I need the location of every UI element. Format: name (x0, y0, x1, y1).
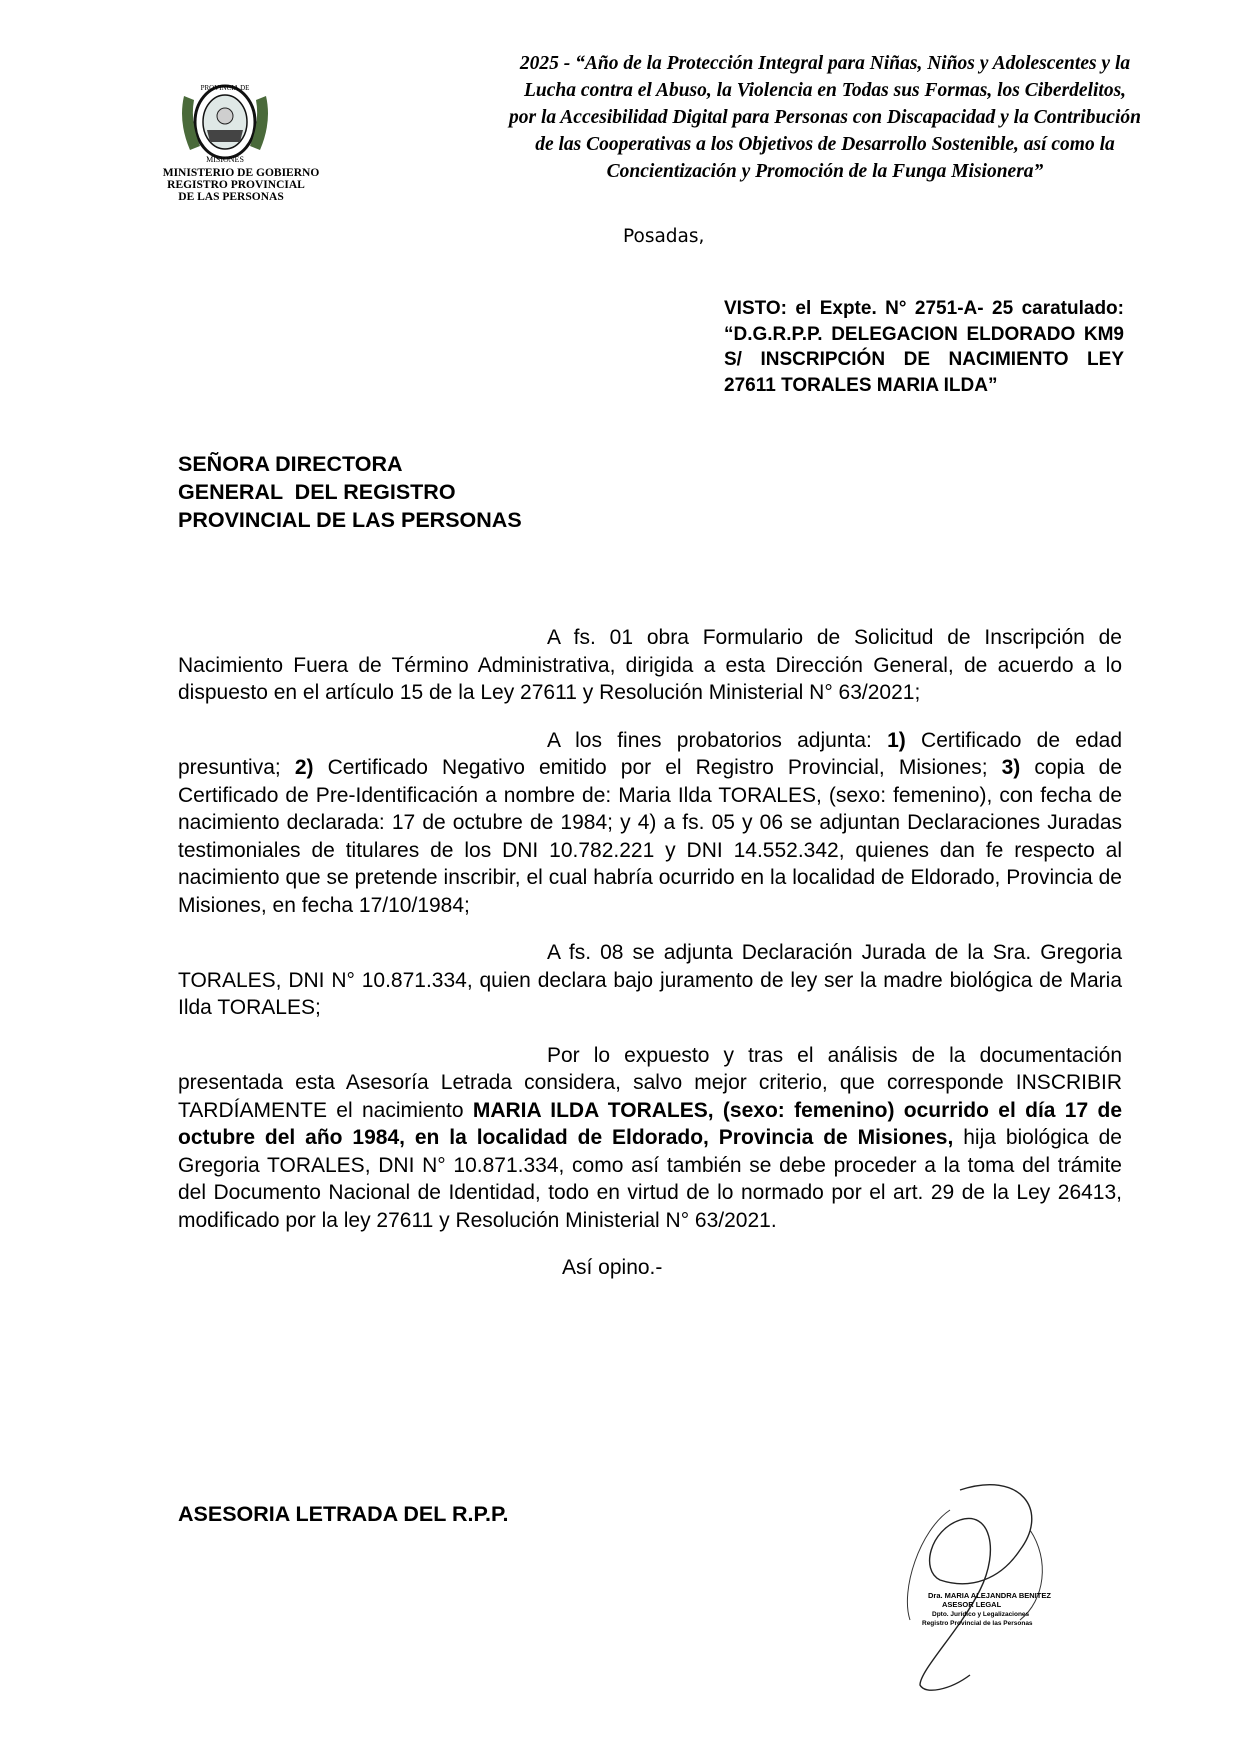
paragraph-3: A fs. 08 se adjunta Declaración Jurada de la Sra. Gregoria TORALES, DNI N° 10.871.334, quien declara bajo juramento de ley ser la madre biológica de Maria Ilda TORALES; (178, 941, 1122, 1019)
closing-text: Así opino.- (562, 1256, 663, 1279)
svg-text:Registro Provincial de las Per: Registro Provincial de las Personas (922, 1620, 1033, 1627)
svg-text:PROVINCIA DE: PROVINCIA DE (200, 84, 250, 92)
ministry-header (146, 167, 336, 203)
paragraph-4: Por lo expuesto y tras el análisis de la documentación presentada esta Asesoría Letrada considera, salvo mejor criterio, que corresponde INSCRIBIR TARDÍAMENTE el nacimiento MARIA ILDA TORALES, (sexo: femenino) ocurrido el día 17 de octubre del año 1984, en la localidad de Eldorado, Provincia de Misiones, hija biológica de Gregoria TORALES, DNI N° 10.871.334, como así también se debe proceder a la toma del trámite del Documento Nacional de Identidad, todo en virtud de lo normado por el art. 29 de la Ley 26413, modificado por la ley 27611 y Resolución Ministerial N° 63/2021. (178, 1043, 1122, 1232)
ministry-line: DE LAS PERSONAS (178, 191, 284, 203)
svg-text:Dra. MARIA ALEJANDRA BENITEZ: Dra. MARIA ALEJANDRA BENITEZ (928, 1591, 1051, 1600)
addressee-line: PROVINCIAL DE LAS PERSONAS (178, 508, 522, 532)
svg-text:MISIONES: MISIONES (206, 155, 244, 164)
svg-text:Dpto. Jurídico y Legalizacione: Dpto. Jurídico y Legalizaciones (932, 1611, 1030, 1618)
year-motto-line: Concientización y Promoción de la Funga Misionera” (606, 161, 1044, 182)
addressee (178, 450, 522, 534)
visto-block: VISTO: el Expte. N° 2751-A- 25 caratulado: “D.G.R.P.P. DELEGACION ELDORADO KM9 S/ INSCRIPCIÓN DE NACIMIENTO LEY 27611 TORALES MARIA ILDA” (724, 298, 1124, 396)
paragraph-2: A los fines probatorios adjunta: 1) Certificado de edad presuntiva; 2) Certificado Negativo emitido por el Registro Provincial, Misiones; 3) copia de Certificado de Pre-Identificación a nombre de: Maria Ilda TORALES, (sexo: femenino), con fecha de nacimiento declarada: 17 de octubre de 1984; y 4) a fs. 05 y 06 se adjuntan Declaraciones Juradas testimoniales de titulares de los DNI 10.782.221 y DNI 14.552.342, quienes dan fe respecto al nacimiento que se pretende inscribir, el cual habría ocurrido en la localidad de Eldorado, Provincia de Misiones, en fecha 17/10/1984; (178, 728, 1123, 917)
year-motto-line: 2025 - “Año de la Protección Integral para Niñas, Niños y Adolescentes y la (519, 53, 1131, 74)
year-motto (470, 50, 1180, 185)
svg-text:ASESOR LEGAL: ASESOR LEGAL (942, 1600, 1002, 1609)
ministry-line: MINISTERIO DE GOBIERNO (162, 167, 320, 179)
year-motto-line: de las Cooperativas a los Objetivos de Desarrollo Sostenible, así como la (535, 134, 1115, 155)
place-date: Posadas, (623, 226, 705, 247)
paragraph-1: A fs. 01 obra Formulario de Solicitud de Inscripción de Nacimiento Fuera de Término Administrativa, dirigida a esta Dirección General, de acuerdo a lo dispuesto en el artículo 15 de la Ley 27611 y Resolución Ministerial N° 63/2021; (178, 626, 1122, 704)
addressee-line: GENERAL DEL REGISTRO (178, 480, 456, 504)
addressee-line: SEÑORA DIRECTORA (178, 452, 403, 476)
year-motto-line: Lucha contra el Abuso, la Violencia en Todas sus Formas, los Ciberdelitos, (523, 80, 1127, 101)
province-seal-logo (176, 76, 274, 166)
signature-stamp (880, 1470, 1080, 1700)
year-motto-line: por la Accesibilidad Digital para Personas con Discapacidad y la Contribución (509, 107, 1141, 128)
signer-label: ASESORIA LETRADA DEL R.P.P. (178, 1502, 509, 1526)
document-body (178, 624, 1122, 1303)
ministry-line: REGISTRO PROVINCIAL (167, 179, 305, 191)
